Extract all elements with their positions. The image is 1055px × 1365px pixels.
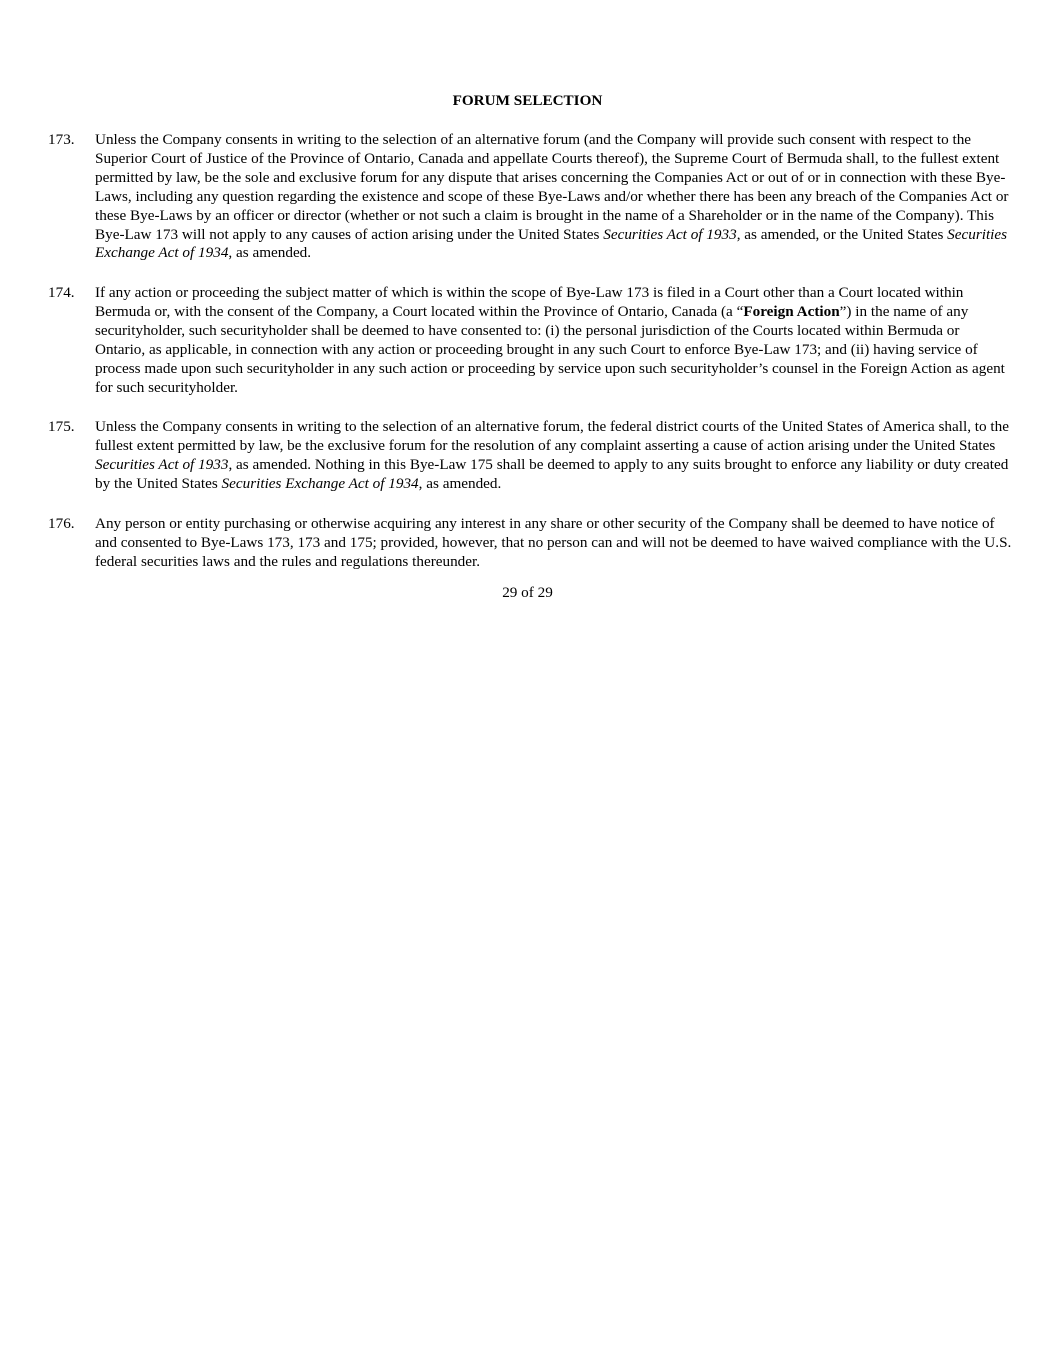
bye-law-175 [48,418,1013,494]
clause-text-segment: Any person or entity purchasing or otherwise acquiring any interest in any share or other security of the Company shall be deemed to have notice of and consented to Bye-Laws 173, 173 and 175; provided, however, that no person can and will not be deemed to have waived compliance with the U.S. federal securities laws and the rules and regulations thereunder. [95,515,1012,570]
act-title: Securities Act of 1933 [95,455,229,473]
act-title: Securities Exchange Act of 1934 [221,474,419,492]
defined-term: Foreign Action [743,302,840,320]
section-heading: FORUM SELECTION [452,92,603,109]
clause-text [95,515,1013,572]
clause-text [95,131,1013,263]
clause-text-segment: , as amended, or the United States [736,225,948,243]
clause-text-segment: , as amended. [418,474,502,492]
clause-text-segment: , as amended. [228,244,312,262]
clause-text-segment: ”) in the name of any securityholder, such securityholder shall be deemed to have consented to: (i) the personal jurisdiction of the Courts located within Bermuda or Ontario, as applicable, in connection with any action or proceeding brought in any such Court to enforce Bye-Law 173; and (ii) having service of process made upon such securityholder in any such action or proceeding by service upon such securityholder’s counsel in the Foreign Action as agent for such securityholder. [95,302,1005,396]
clause-text-segment: , as amended. Nothing in this Bye-Law 175 shall be deemed to apply to any suits brought to enforce any liability or duty created by the United States [95,455,1009,492]
clause-text [95,284,1013,397]
bye-law-176 [48,515,1013,572]
clause-number: 174. [48,284,75,301]
clause-number: 176. [48,515,75,532]
bye-law-174 [48,284,1013,397]
bye-law-173 [48,131,1013,263]
clause-text-segment: If any action or proceeding the subject matter of which is within the scope of Bye-Law 173 is filed in a Court other than a Court located within Bermuda or, with the consent of the Company, a Court located within the Province of Ontario, Canada (a “ [95,284,964,320]
clause-number: 175. [48,418,75,435]
act-title: Securities Act of 1933 [603,225,737,243]
act-title: Securities Exchange Act of 1934 [95,225,1008,262]
clause-text-segment: Unless the Company consents in writing to the selection of an alternative forum, the federal district courts of the United States of America shall, to the fullest extent permitted by law, be the exclusive forum for the resolution of any complaint asserting a cause of action arising under the United States [95,418,1009,454]
page-number: 29 of 29 [502,584,553,601]
clause-text-segment: Unless the Company consents in writing to the selection of an alternative forum (and the Company will provide such consent with respect to the Superior Court of Justice of the Province of Ontario, Canada and appellate Courts thereof), the Supreme Court of Bermuda shall, to the fullest extent permitted by law, be the sole and exclusive forum for any dispute that arises concerning the Companies Act or out of or in connection with these Bye-Laws, including any question regarding the existence and scope of these Bye-Laws and/or whether there has been any breach of the Companies Act or these Bye-Laws by an officer or director (whether or not such a claim is brought in the name of a Shareholder or in the name of the Company). This Bye-Law 173 will not apply to any causes of action arising under the United States [95,131,1009,243]
clause-text [95,418,1013,494]
clause-number: 173. [48,131,75,148]
